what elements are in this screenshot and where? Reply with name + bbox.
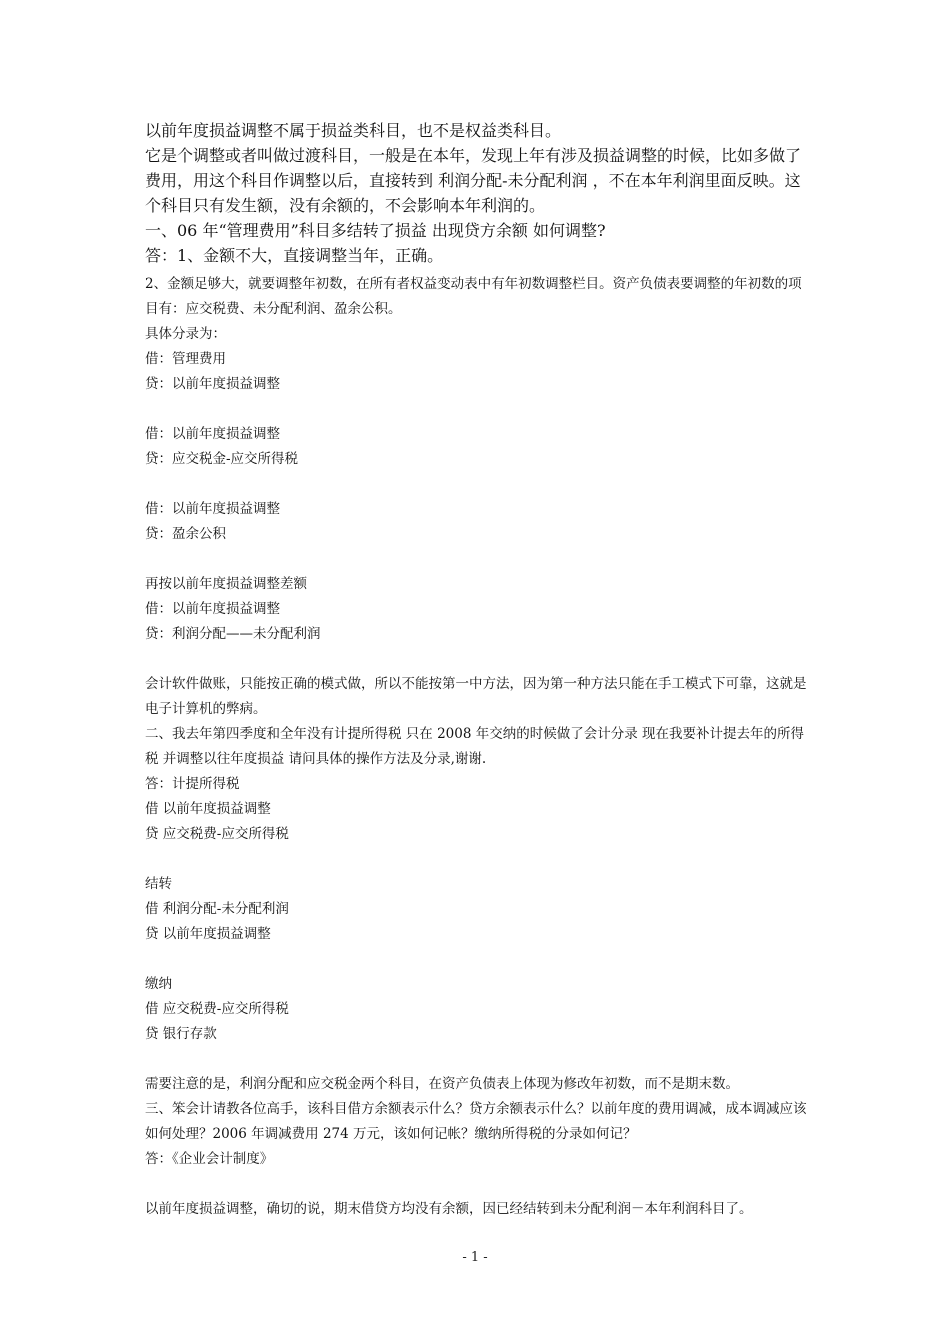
blank-line — [145, 847, 810, 872]
answer-line: 答：1、金额不大，直接调整当年，正确。 — [145, 246, 444, 265]
blank-line — [145, 472, 810, 497]
blank-line — [145, 547, 810, 572]
text-line: 具体分录为： — [145, 326, 226, 342]
journal-debit: 借 以前年度损益调整 — [145, 801, 271, 817]
text-line: 缴纳 — [145, 976, 172, 992]
journal-credit: 贷 银行存款 — [145, 1026, 217, 1042]
answer-line: 答：计提所得税 — [145, 776, 240, 792]
heading-question-1: 一、06 年“管理费用”科目多结转了损益 出现贷方余额 如何调整? — [145, 221, 606, 240]
text-line: 结转 — [145, 876, 172, 892]
paragraph: 需要注意的是，利润分配和应交税金两个科目，在资产负债表上体现为修改年初数，而不是期末数。 — [145, 1076, 739, 1092]
journal-debit: 借 利润分配-未分配利润 — [145, 901, 289, 917]
heading-question-2: 二、我去年第四季度和全年没有计提所得税 只在 2008 年交纳的时候做了会计分录 现在我要补计提去年的所得税 并调整以往年度损益 请问具体的操作方法及分录,谢谢. — [145, 726, 805, 767]
blank-line — [145, 1047, 810, 1072]
blank-line — [145, 1172, 810, 1197]
paragraph: 以前年度损益调整不属于损益类科目，也不是权益类科目。 — [145, 121, 562, 140]
blank-line — [145, 397, 810, 422]
journal-credit: 贷 以前年度损益调整 — [145, 926, 271, 942]
journal-debit: 借：以前年度损益调整 — [145, 501, 280, 517]
answer-line: 答：《企业会计制度》 — [145, 1151, 274, 1167]
journal-debit: 借：管理费用 — [145, 351, 226, 367]
intro-section — [145, 118, 810, 268]
blank-line — [145, 947, 810, 972]
blank-line — [145, 647, 810, 672]
paragraph: 以前年度损益调整，确切的说，期末借贷方均没有余额，因已经结转到未分配利润－本年利润科目了。 — [145, 1201, 753, 1217]
journal-credit: 贷：应交税金-应交所得税 — [145, 451, 299, 467]
paragraph: 会计软件做账，只能按正确的模式做，所以不能按第一中方法，因为第一种方法只能在手工模式下可靠，这就是电子计算机的弊病。 — [145, 676, 807, 717]
journal-debit: 借：以前年度损益调整 — [145, 426, 280, 442]
paragraph: 2、金额足够大，就要调整年初数，在所有者权益变动表中有年初数调整栏目。资产负债表要调整的年初数的项目有：应交税费、未分配利润、盈余公积。 — [145, 276, 802, 317]
journal-credit: 贷：以前年度损益调整 — [145, 376, 280, 392]
heading-question-3: 三、笨会计请教各位高手，该科目借方余额表示什么？贷方余额表示什么？以前年度的费用调减，成本调减应该如何处理？2006 年调减费用 274 万元，该如何记帐？缴纳所得税的分录如何记？ — [145, 1101, 807, 1142]
journal-debit: 借：以前年度损益调整 — [145, 601, 280, 617]
text-line: 再按以前年度损益调整差额 — [145, 576, 307, 592]
journal-credit: 贷：盈余公积 — [145, 526, 226, 542]
journal-debit: 借 应交税费-应交所得税 — [145, 1001, 289, 1017]
paragraph: 它是个调整或者叫做过渡科目，一般是在本年，发现上年有涉及损益调整的时候，比如多做了费用，用这个科目作调整以后，直接转到 利润分配-未分配利润 ，不在本年利润里面反映。这个科目只有发生额，没有余额的，不会影响本年利润的。 — [145, 146, 802, 215]
journal-credit: 贷：利润分配——未分配利润 — [145, 626, 321, 642]
journal-credit: 贷 应交税费-应交所得税 — [145, 826, 289, 842]
body-section — [145, 272, 810, 1222]
page-number: - 1 - — [462, 1250, 488, 1265]
